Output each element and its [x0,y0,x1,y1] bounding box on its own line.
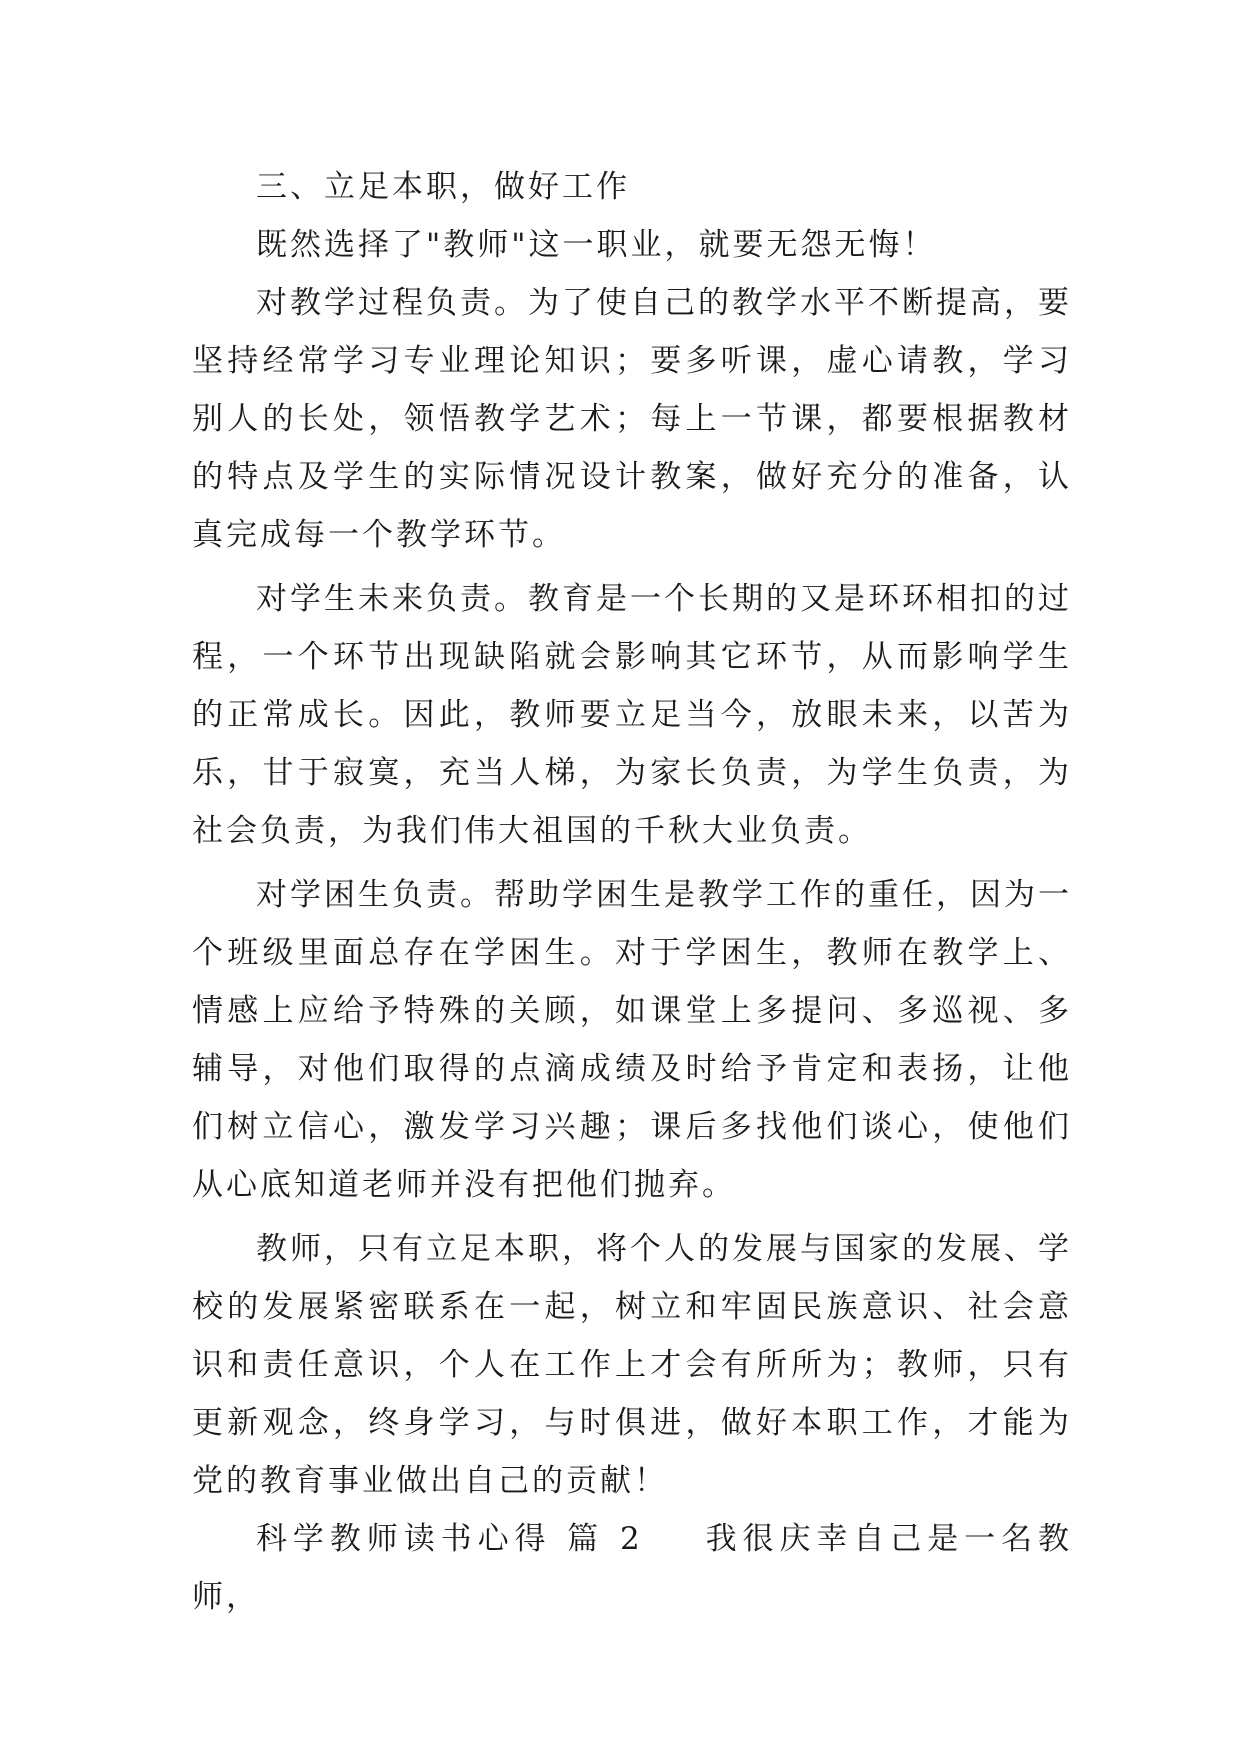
paragraph-conclusion: 教师，只有立足本职，将个人的发展与国家的发展、学校的发展紧密联系在一起，树立和牢固民族意识、社会意识和责任意识，个人在工作上才会有所所为；教师，只有更新观念，终身学习，与时俱进，做好本职工作，才能为党的教育事业做出自己的贡献！ [192,1231,1072,1499]
paragraph-struggling-students: 对学困生负责。帮助学困生是教学工作的重任，因为一个班级里面总存在学困生。对于学困生，教师在教学上、情感上应给予特殊的关顾，如课堂上多提问、多巡视、多辅导，对他们取得的点滴成绩及时给予肯定和表扬，让他们树立信心，激发学习兴趣；课后多找他们谈心，使他们从心底知道老师并没有把他们抛弃。 [192,877,1072,1203]
paragraph-student-future: 对学生未来负责。教育是一个长期的又是环环相扣的过程，一个环节出现缺陷就会影响其它环节，从而影响学生的正常成长。因此，教师要立足当今，放眼未来，以苦为乐，甘于寂寞，充当人梯，为家长负责，为学生负责，为社会负责，为我们伟大祖国的千秋大业负责。 [192,581,1072,849]
paragraph-teaching-process: 对教学过程负责。为了使自己的教学水平不断提高，要坚持经常学习专业理论知识；要多听课，虚心请教，学习别人的长处，领悟教学艺术；每上一节课，都要根据教材的特点及学生的实际情况设计教案，做好充分的准备，认真完成每一个教学环节。 [192,285,1072,553]
next-section-opening: 我很庆幸自己是一名教师， [192,1521,1073,1615]
paragraph-intro: 既然选择了"教师"这一职业，就要无怨无悔！ [256,227,937,263]
next-section-title: 科学教师读书心得 篇 2 [256,1521,643,1557]
next-section-line [192,1510,1072,1626]
document-body [192,158,1072,1626]
section-heading: 三、立足本职，做好工作 [256,169,630,205]
